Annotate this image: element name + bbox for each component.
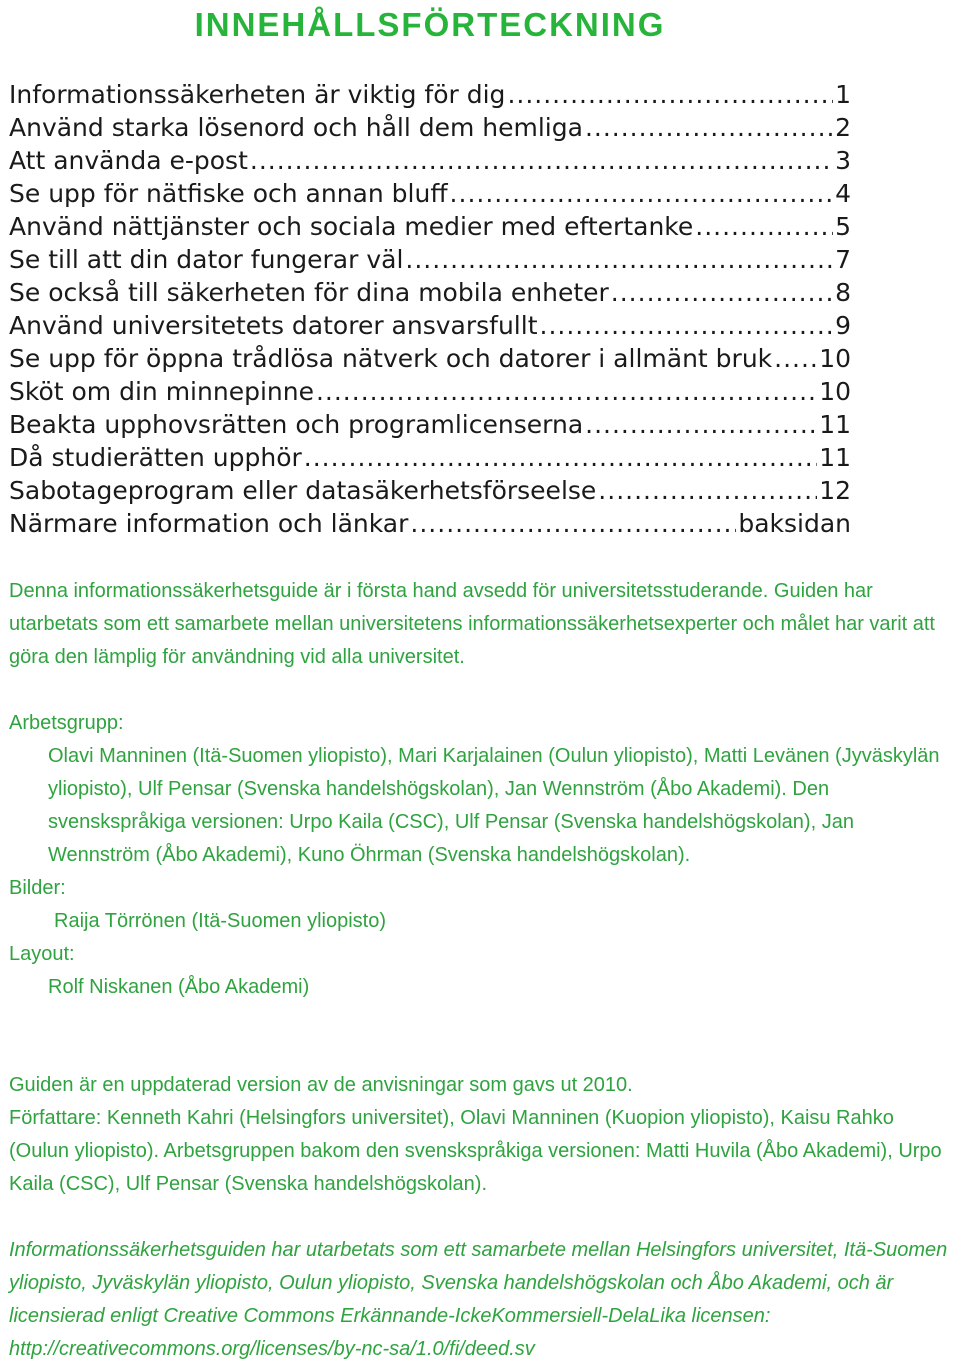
toc-entry-page: 11: [819, 410, 851, 439]
toc-leader-dots: [585, 408, 817, 441]
toc-leader-dots: [405, 243, 833, 276]
update-note: [9, 1069, 954, 1201]
toc-entry: [9, 474, 851, 507]
toc-entry-page: 2: [835, 113, 851, 142]
toc-entry-label: Sabotageprogram eller datasäkerhetsförseelse: [9, 476, 597, 505]
toc-entry-label: Beakta upphovsrätten och programlicenserna: [9, 410, 584, 439]
toc-leader-dots: [695, 210, 833, 243]
toc-entry-label: Att använda e-post: [9, 146, 248, 175]
intro-paragraph: Denna informationssäkerhetsguide är i första hand avsedd för universitetsstuderande. Guiden har utarbetats som ett samarbete mellan universitetens informationssäkerhetsexperter och målet har varit att göra den lämplig för användning vid alla universitet.: [9, 580, 935, 668]
toc-entry-label: Informationssäkerheten är viktig för dig: [9, 80, 506, 109]
toc-entry: [9, 177, 851, 210]
toc-entry-page: baksidan: [738, 509, 851, 538]
toc-entry: [9, 408, 851, 441]
update-line: Guiden är en uppdaterad version av de anvisningar som gavs ut 2010.: [9, 1074, 633, 1096]
toc-entry: [9, 441, 851, 474]
toc-entry: [9, 342, 851, 375]
toc-entry: [9, 243, 851, 276]
toc-entry-label: Använd universitetets datorer ansvarsfullt: [9, 311, 538, 340]
toc-entry-label: Se till att din dator fungerar väl: [9, 245, 404, 274]
toc-leader-dots: [540, 309, 834, 342]
images-label: Bilder:: [9, 877, 66, 899]
toc-leader-dots: [304, 441, 817, 474]
toc-leader-dots: [774, 342, 817, 375]
images-credit: Raija Törrönen (Itä-Suomen yliopisto): [54, 910, 387, 932]
toc-entry: [9, 78, 851, 111]
toc-entry-label: Närmare information och länkar: [9, 509, 409, 538]
toc-entry: [9, 276, 851, 309]
license-paragraph: Informationssäkerhetsguiden har utarbetats som ett samarbete mellan Helsingfors universitet, Itä-Suomen yliopisto, Jyväskylän yliopisto, Oulun yliopisto, Svenska handelshögskolan och Åbo Akademi, och är licensierad enligt Creative Commons Erkännande-IckeKommersiell-DelaLika licensen: http://creativecommons.org/licenses/by-nc-sa/1.0/fi/deed.sv: [9, 1239, 948, 1360]
authors-line: Författare: Kenneth Kahri (Helsingfors universitet), Olavi Manninen (Kuopion yliopisto), Kaisu Rahko (Oulun yliopisto). Arbetsgruppen bakom den svenskspråkiga versionen: Matti Huvila (Åbo Akademi), Urpo Kaila (CSC), Ulf Pensar (Svenska handelshögskolan).: [9, 1107, 942, 1195]
workgroup-members: Olavi Manninen (Itä-Suomen yliopisto), Mari Karjalainen (Oulun yliopisto), Matti Levänen (Jyväskylän yliopisto), Ulf Pensar (Svenska handelshögskolan), Jan Wennström (Åbo Akademi). Den svenskspråkiga versionen: Urpo Kaila (CSC), Ulf Pensar (Svenska handelshögskolan), Jan Wennström (Åbo Akademi), Kuno Öhrman (Svenska handelshögskolan).: [48, 745, 940, 866]
toc-entry-label: Se upp för nätfiske och annan bluff: [9, 179, 448, 208]
toc-entry: [9, 375, 851, 408]
toc-leader-dots: [450, 177, 834, 210]
toc-entry: [9, 111, 851, 144]
layout-label: Layout:: [9, 943, 75, 965]
credits-section: [9, 707, 954, 1004]
toc-entry-page: 5: [835, 212, 851, 241]
workgroup-label: Arbetsgrupp:: [9, 712, 124, 734]
toc-entry-label: Se också till säkerheten för dina mobila enheter: [9, 278, 609, 307]
toc-entry-page: 7: [835, 245, 851, 274]
table-of-contents: [9, 78, 851, 540]
toc-leader-dots: [316, 375, 817, 408]
toc-entry: [9, 309, 851, 342]
toc-entry-label: Då studierätten upphör: [9, 443, 302, 472]
toc-entry-label: Se upp för öppna trådlösa nätverk och datorer i allmänt bruk: [9, 344, 773, 373]
toc-entry-page: 10: [819, 377, 851, 406]
toc-leader-dots: [507, 78, 833, 111]
toc-entry-page: 11: [819, 443, 851, 472]
toc-leader-dots: [611, 276, 833, 309]
toc-entry-page: 3: [835, 146, 851, 175]
toc-entry-label: Använd nättjänster och sociala medier med eftertanke: [9, 212, 694, 241]
toc-entry-page: 10: [819, 344, 851, 373]
toc-entry: [9, 144, 851, 177]
toc-entry-page: 12: [819, 476, 851, 505]
toc-entry: [9, 210, 851, 243]
layout-credit: Rolf Niskanen (Åbo Akademi): [48, 976, 310, 998]
toc-entry-label: Sköt om din minnepinne: [9, 377, 314, 406]
page-title: INNEHÅLLSFÖRTECKNING: [194, 6, 666, 43]
toc-leader-dots: [250, 144, 833, 177]
toc-leader-dots: [598, 474, 817, 507]
toc-entry-page: 4: [835, 179, 851, 208]
toc-leader-dots: [410, 507, 736, 540]
toc-entry-page: 1: [835, 80, 851, 109]
toc-entry-page: 9: [835, 311, 851, 340]
toc-entry-page: 8: [835, 278, 851, 307]
toc-entry-label: Använd starka lösenord och håll dem hemliga: [9, 113, 583, 142]
toc-leader-dots: [585, 111, 833, 144]
toc-entry: [9, 507, 851, 540]
